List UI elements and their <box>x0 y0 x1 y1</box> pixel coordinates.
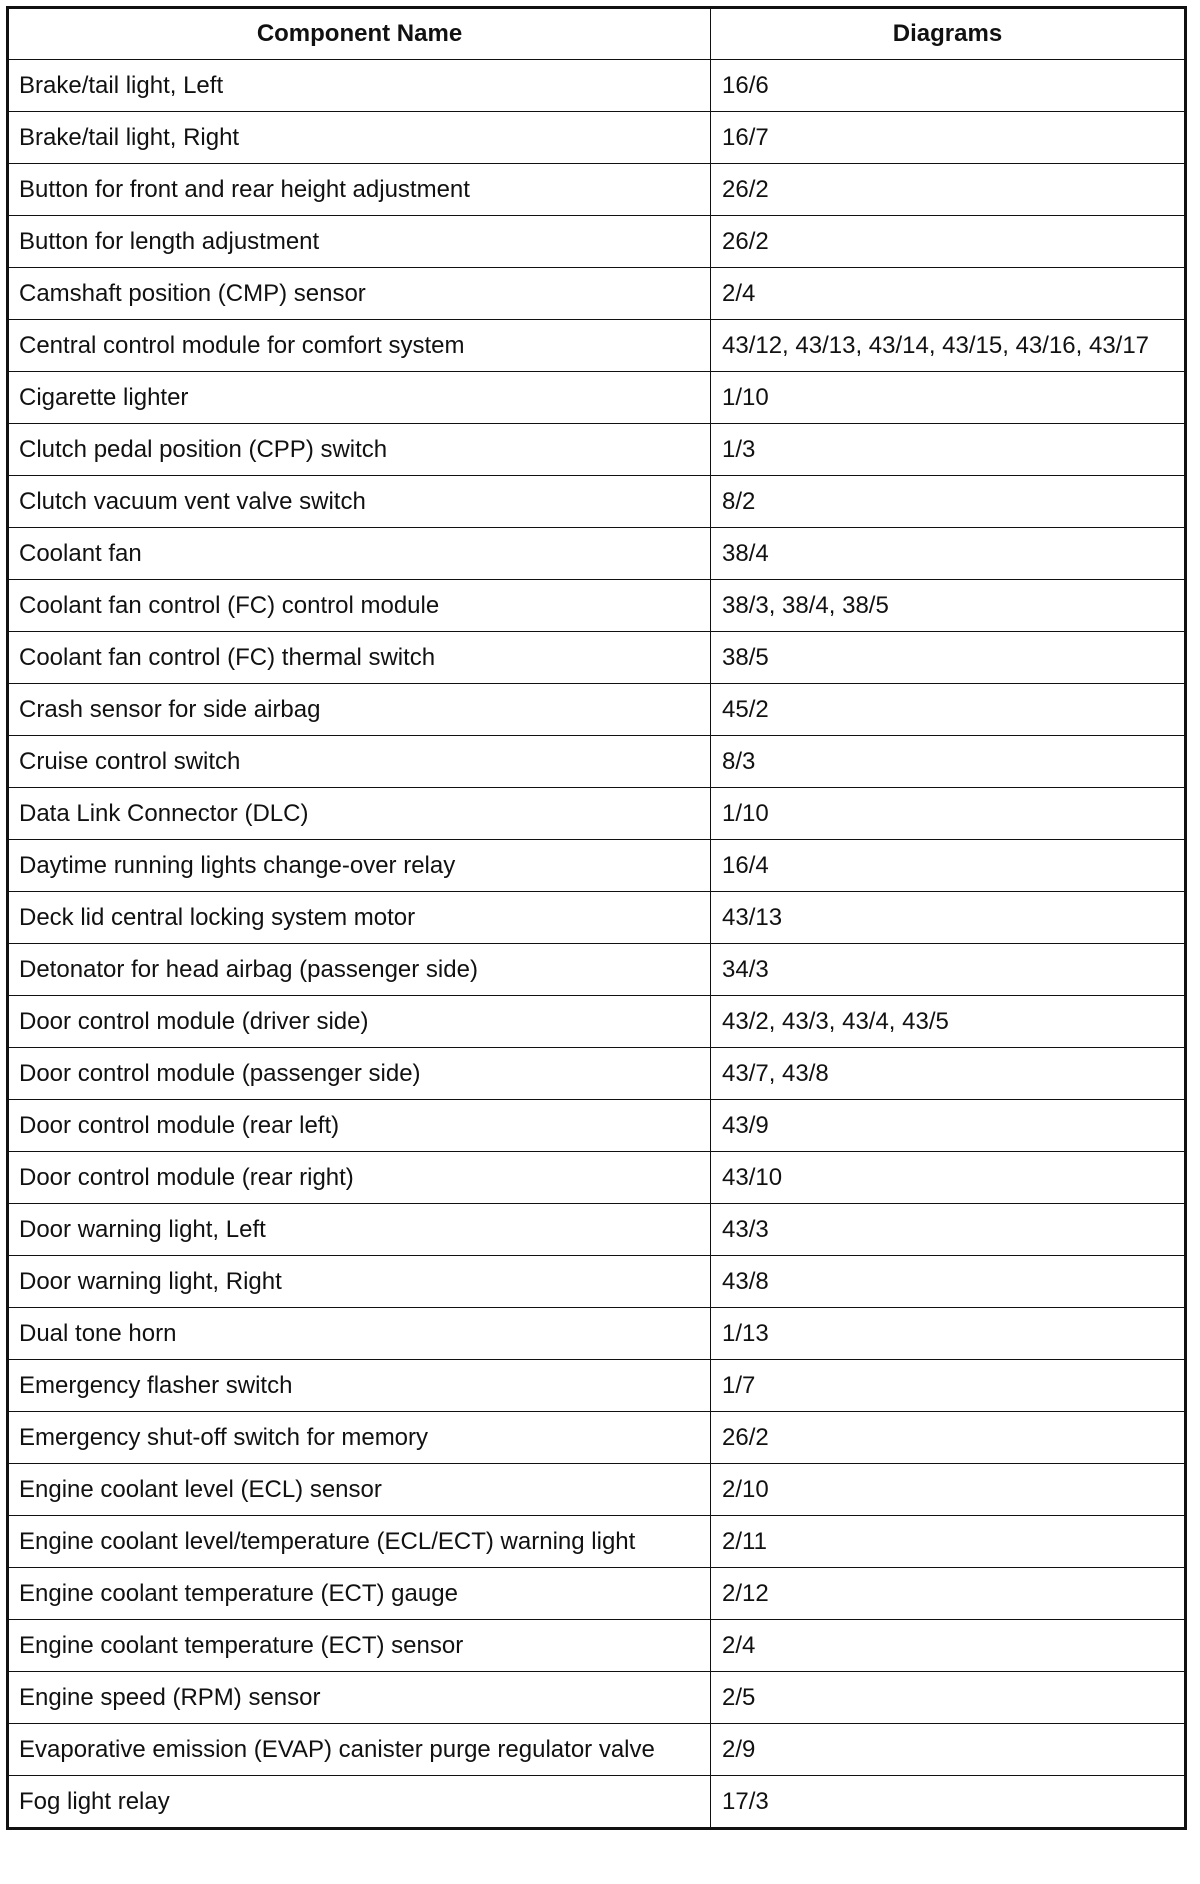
component-name-cell: Door warning light, Right <box>8 1256 711 1308</box>
component-index-table <box>6 6 1187 1830</box>
component-name-cell: Engine coolant level (ECL) sensor <box>8 1464 711 1516</box>
table-row <box>8 944 1186 996</box>
table-row <box>8 632 1186 684</box>
component-name-cell: Door control module (rear right) <box>8 1152 711 1204</box>
diagrams-cell: 43/12, 43/13, 43/14, 43/15, 43/16, 43/17 <box>711 320 1186 372</box>
component-name-cell: Evaporative emission (EVAP) canister purge regulator valve <box>8 1724 711 1776</box>
table-row <box>8 320 1186 372</box>
table-row <box>8 1360 1186 1412</box>
component-name-cell: Door warning light, Left <box>8 1204 711 1256</box>
table-body <box>8 60 1186 1829</box>
table-row <box>8 1672 1186 1724</box>
table-row <box>8 372 1186 424</box>
component-name-cell: Engine coolant temperature (ECT) sensor <box>8 1620 711 1672</box>
table-row <box>8 1100 1186 1152</box>
diagrams-cell: 2/5 <box>711 1672 1186 1724</box>
diagrams-cell: 43/7, 43/8 <box>711 1048 1186 1100</box>
table-row <box>8 840 1186 892</box>
diagrams-cell: 43/9 <box>711 1100 1186 1152</box>
diagrams-cell: 8/3 <box>711 736 1186 788</box>
component-name-cell: Cigarette lighter <box>8 372 711 424</box>
diagrams-cell: 43/10 <box>711 1152 1186 1204</box>
diagrams-cell: 1/10 <box>711 372 1186 424</box>
table-row <box>8 1412 1186 1464</box>
diagrams-cell: 1/10 <box>711 788 1186 840</box>
component-name-cell: Clutch pedal position (CPP) switch <box>8 424 711 476</box>
component-name-cell: Detonator for head airbag (passenger side) <box>8 944 711 996</box>
component-name-cell: Emergency shut-off switch for memory <box>8 1412 711 1464</box>
diagrams-cell: 2/4 <box>711 1620 1186 1672</box>
diagrams-cell: 16/4 <box>711 840 1186 892</box>
table-row <box>8 892 1186 944</box>
table-row <box>8 580 1186 632</box>
diagrams-cell: 1/7 <box>711 1360 1186 1412</box>
component-name-cell: Engine coolant temperature (ECT) gauge <box>8 1568 711 1620</box>
component-name-cell: Coolant fan control (FC) control module <box>8 580 711 632</box>
diagrams-cell: 1/13 <box>711 1308 1186 1360</box>
component-name-cell: Button for front and rear height adjustment <box>8 164 711 216</box>
table-row <box>8 60 1186 112</box>
diagrams-cell: 43/3 <box>711 1204 1186 1256</box>
component-name-cell: Door control module (driver side) <box>8 996 711 1048</box>
table-row <box>8 1620 1186 1672</box>
diagrams-cell: 26/2 <box>711 1412 1186 1464</box>
table-row <box>8 1204 1186 1256</box>
diagrams-cell: 1/3 <box>711 424 1186 476</box>
diagrams-cell: 43/13 <box>711 892 1186 944</box>
component-name-cell: Crash sensor for side airbag <box>8 684 711 736</box>
component-name-cell: Camshaft position (CMP) sensor <box>8 268 711 320</box>
diagrams-cell: 45/2 <box>711 684 1186 736</box>
component-name-cell: Coolant fan control (FC) thermal switch <box>8 632 711 684</box>
component-name-cell: Data Link Connector (DLC) <box>8 788 711 840</box>
diagrams-cell: 38/4 <box>711 528 1186 580</box>
diagrams-cell: 8/2 <box>711 476 1186 528</box>
table-row <box>8 996 1186 1048</box>
column-header-diagrams: Diagrams <box>711 8 1186 60</box>
component-name-cell: Emergency flasher switch <box>8 1360 711 1412</box>
component-name-cell: Cruise control switch <box>8 736 711 788</box>
diagrams-cell: 17/3 <box>711 1776 1186 1829</box>
table-row <box>8 112 1186 164</box>
component-name-cell: Deck lid central locking system motor <box>8 892 711 944</box>
component-name-cell: Daytime running lights change-over relay <box>8 840 711 892</box>
component-name-cell: Brake/tail light, Left <box>8 60 711 112</box>
diagrams-cell: 38/3, 38/4, 38/5 <box>711 580 1186 632</box>
table-row <box>8 1516 1186 1568</box>
table-row <box>8 528 1186 580</box>
diagrams-cell: 43/8 <box>711 1256 1186 1308</box>
table-header-row <box>8 8 1186 60</box>
table-row <box>8 1776 1186 1829</box>
component-name-cell: Engine speed (RPM) sensor <box>8 1672 711 1724</box>
table-row <box>8 424 1186 476</box>
component-name-cell: Dual tone horn <box>8 1308 711 1360</box>
table-row <box>8 1048 1186 1100</box>
component-name-cell: Brake/tail light, Right <box>8 112 711 164</box>
table-row <box>8 1724 1186 1776</box>
component-name-cell: Engine coolant level/temperature (ECL/ECT) warning light <box>8 1516 711 1568</box>
diagrams-cell: 34/3 <box>711 944 1186 996</box>
diagrams-cell: 16/7 <box>711 112 1186 164</box>
diagrams-cell: 2/11 <box>711 1516 1186 1568</box>
table-row <box>8 1568 1186 1620</box>
component-name-cell: Door control module (rear left) <box>8 1100 711 1152</box>
diagrams-cell: 16/6 <box>711 60 1186 112</box>
component-name-cell: Button for length adjustment <box>8 216 711 268</box>
diagrams-cell: 2/4 <box>711 268 1186 320</box>
table-row <box>8 1152 1186 1204</box>
column-header-component-name: Component Name <box>8 8 711 60</box>
diagrams-cell: 38/5 <box>711 632 1186 684</box>
component-name-cell: Clutch vacuum vent valve switch <box>8 476 711 528</box>
diagrams-cell: 2/10 <box>711 1464 1186 1516</box>
component-name-cell: Fog light relay <box>8 1776 711 1829</box>
table-row <box>8 736 1186 788</box>
table-row <box>8 216 1186 268</box>
table-row <box>8 684 1186 736</box>
diagrams-cell: 2/12 <box>711 1568 1186 1620</box>
table-row <box>8 164 1186 216</box>
diagrams-cell: 26/2 <box>711 164 1186 216</box>
table-row <box>8 476 1186 528</box>
table-row <box>8 1308 1186 1360</box>
component-name-cell: Coolant fan <box>8 528 711 580</box>
table-row <box>8 1256 1186 1308</box>
table-row <box>8 788 1186 840</box>
table-row <box>8 268 1186 320</box>
diagrams-cell: 2/9 <box>711 1724 1186 1776</box>
diagrams-cell: 26/2 <box>711 216 1186 268</box>
component-name-cell: Central control module for comfort system <box>8 320 711 372</box>
component-name-cell: Door control module (passenger side) <box>8 1048 711 1100</box>
table-row <box>8 1464 1186 1516</box>
diagrams-cell: 43/2, 43/3, 43/4, 43/5 <box>711 996 1186 1048</box>
